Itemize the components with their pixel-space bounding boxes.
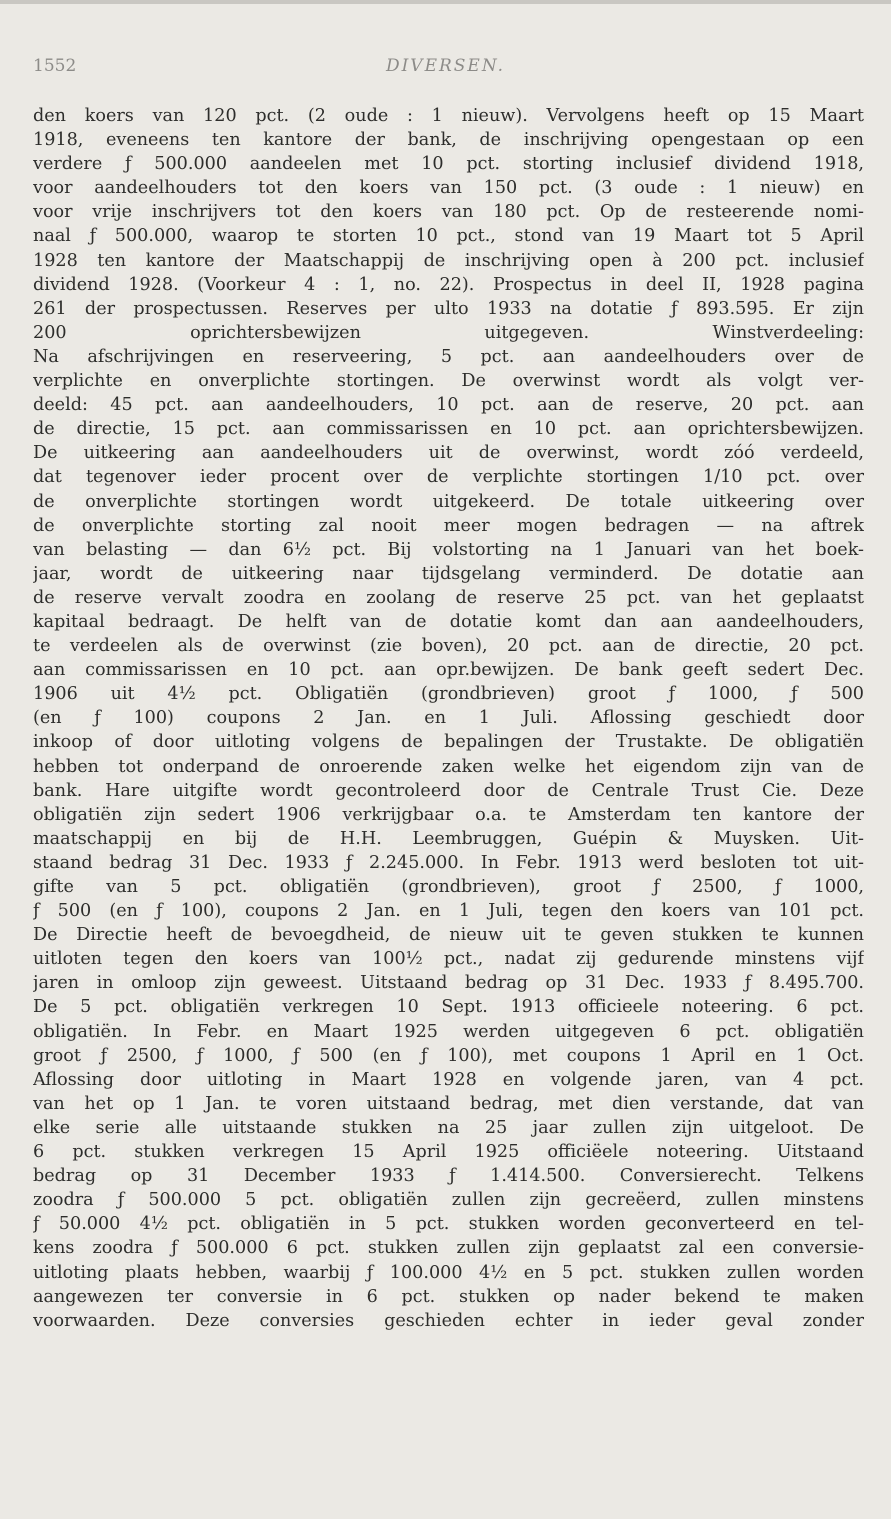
text-line: verdere ƒ 500.000 aandeelen met 10 pct. storting inclusief dividend 1918, [33, 154, 864, 175]
text-line: De 5 pct. obligatiën verkregen 10 Sept. 1913 officieele noteering. 6 pct. [33, 997, 864, 1018]
text-line: De Directie heeft de bevoegdheid, de nieuw uit te geven stukken te kunnen [33, 925, 864, 946]
text-line: voorwaarden. Deze conversies geschieden echter in ieder geval zonder [33, 1310, 864, 1331]
text-line: zoodra ƒ 500.000 5 pct. obligatiën zullen zijn gecreëerd, zullen minstens [33, 1190, 864, 1211]
text-line: te verdeelen als de overwinst (zie boven), 20 pct. aan de directie, 20 pct. [33, 636, 864, 657]
text-line: ƒ 50.000 4½ pct. obligatiën in 5 pct. stukken worden geconverteerd en tel- [33, 1214, 864, 1235]
text-line: obligatiën zijn sedert 1906 verkrijgbaar o.a. te Amsterdam ten kantore der [33, 804, 864, 825]
text-line: (en ƒ 100) coupons 2 Jan. en 1 Juli. Aflossing geschiedt door [33, 708, 864, 729]
text-line: 1918, eveneens ten kantore der bank, de inschrijving opengestaan op een [33, 130, 864, 151]
text-line: aangewezen ter conversie in 6 pct. stukken op nader bekend te maken [33, 1286, 864, 1307]
text-line: gifte van 5 pct. obligatiën (grondbrieven), groot ƒ 2500, ƒ 1000, [33, 877, 864, 897]
body-text [33, 104, 864, 1333]
text-line: van belasting — dan 6½ pct. Bij volstorting na 1 Januari van het boek- [33, 539, 864, 560]
text-line: inkoop of door uitloting volgens de bepalingen der Trustakte. De obligatiën [33, 732, 864, 753]
text-line: jaren in omloop zijn geweest. Uitstaand bedrag op 31 Dec. 1933 ƒ 8.495.700. [33, 973, 864, 994]
text-line: aan commissarissen en 10 pct. aan opr.bewijzen. De bank geeft sedert Dec. [33, 660, 864, 681]
text-line: maatschappij en bij de H.H. Leembruggen, Guépin & Muysken. Uit- [33, 828, 864, 849]
text-line: uitloten tegen den koers van 100½ pct., nadat zij gedurende minstens vijf [33, 949, 864, 970]
text-line: staand bedrag 31 Dec. 1933 ƒ 2.245.000. In Febr. 1913 werd besloten tot uit- [33, 852, 864, 873]
text-line: de reserve vervalt zoodra en zoolang de reserve 25 pct. van het geplaatst [33, 587, 864, 608]
text-line: kens zoodra ƒ 500.000 6 pct. stukken zullen zijn geplaatst zal een conversie- [33, 1238, 864, 1259]
text-line: voor aandeelhouders tot den koers van 150 pct. (3 oude : 1 nieuw) en [33, 178, 864, 199]
text-line: naal ƒ 500.000, waarop te storten 10 pct., stond van 19 Maart tot 5 April [33, 226, 864, 247]
text-line: 6 pct. stukken verkregen 15 April 1925 officiëele noteering. Uitstaand [33, 1142, 864, 1163]
text-line: 1928 ten kantore der Maatschappij de inschrijving open à 200 pct. inclusief [33, 250, 864, 271]
text-line: hebben tot onderpand de onroerende zaken welke het eigendom zijn van de [33, 756, 864, 777]
page-number: 1552 [33, 56, 77, 76]
text-line: 1906 uit 4½ pct. Obligatiën (grondbrieven) groot ƒ 1000, ƒ 500 [33, 684, 864, 705]
text-line: kapitaal bedraagt. De helft van de dotatie komt dan aan aandeelhouders, [33, 611, 864, 632]
text-line: dat tegenover ieder procent over de verplichte stortingen 1/10 pct. over [33, 467, 864, 488]
text-line: Na afschrijvingen en reserveering, 5 pct. aan aandeelhouders over de [33, 346, 864, 367]
text-line: de onverplichte storting zal nooit meer mogen bedragen — na aftrek [33, 515, 864, 536]
text-line: De uitkeering aan aandeelhouders uit de overwinst, wordt zóó verdeeld, [33, 443, 864, 464]
text-line: obligatiën. In Febr. en Maart 1925 werden uitgegeven 6 pct. obligatiën [33, 1021, 864, 1042]
text-line: groot ƒ 2500, ƒ 1000, ƒ 500 (en ƒ 100), met coupons 1 April en 1 Oct. [33, 1045, 864, 1066]
text-line: van het op 1 Jan. te voren uitstaand bedrag, met dien verstande, dat van [33, 1093, 864, 1114]
text-line: de directie, 15 pct. aan commissarissen en 10 pct. aan oprichtersbewijzen. [33, 419, 864, 440]
text-line: uitloting plaats hebben, waarbij ƒ 100.000 4½ en 5 pct. stukken zullen worden [33, 1262, 864, 1283]
text-line: bank. Hare uitgifte wordt gecontroleerd door de Centrale Trust Cie. Deze [33, 780, 864, 801]
text-line: 261 der prospectussen. Reserves per ulto 1933 na dotatie ƒ 893.595. Er zijn [33, 298, 864, 319]
page-header [33, 56, 858, 86]
text-line: Aflossing door uitloting in Maart 1928 en volgende jaren, van 4 pct. [33, 1069, 864, 1090]
text-line: elke serie alle uitstaande stukken na 25 jaar zullen zijn uitgeloot. De [33, 1117, 864, 1138]
text-line: verplichte en onverplichte stortingen. De overwinst wordt als volgt ver- [33, 371, 864, 392]
text-line: jaar, wordt de uitkeering naar tijdsgelang verminderd. De dotatie aan [33, 563, 864, 584]
text-line: ƒ 500 (en ƒ 100), coupons 2 Jan. en 1 Juli, tegen den koers van 101 pct. [33, 901, 864, 922]
top-edge-rule [0, 0, 891, 4]
text-line: bedrag op 31 December 1933 ƒ 1.414.500. Conversierecht. Telkens [33, 1166, 864, 1187]
text-line: den koers van 120 pct. (2 oude : 1 nieuw). Vervolgens heeft op 15 Maart [33, 106, 864, 126]
text-line: voor vrije inschrijvers tot den koers van 180 pct. Op de resteerende nomi- [33, 202, 864, 223]
text-line: dividend 1928. (Voorkeur 4 : 1, no. 22). Prospectus in deel II, 1928 pagina [33, 274, 864, 295]
text-line: de onverplichte stortingen wordt uitgekeerd. De totale uitkeering over [33, 491, 864, 512]
text-line: 200 oprichtersbewijzen uitgegeven. Winstverdeeling: [33, 322, 864, 343]
text-line: deeld: 45 pct. aan aandeelhouders, 10 pct. aan de reserve, 20 pct. aan [33, 395, 864, 416]
running-head: DIVERSEN. [385, 56, 506, 76]
